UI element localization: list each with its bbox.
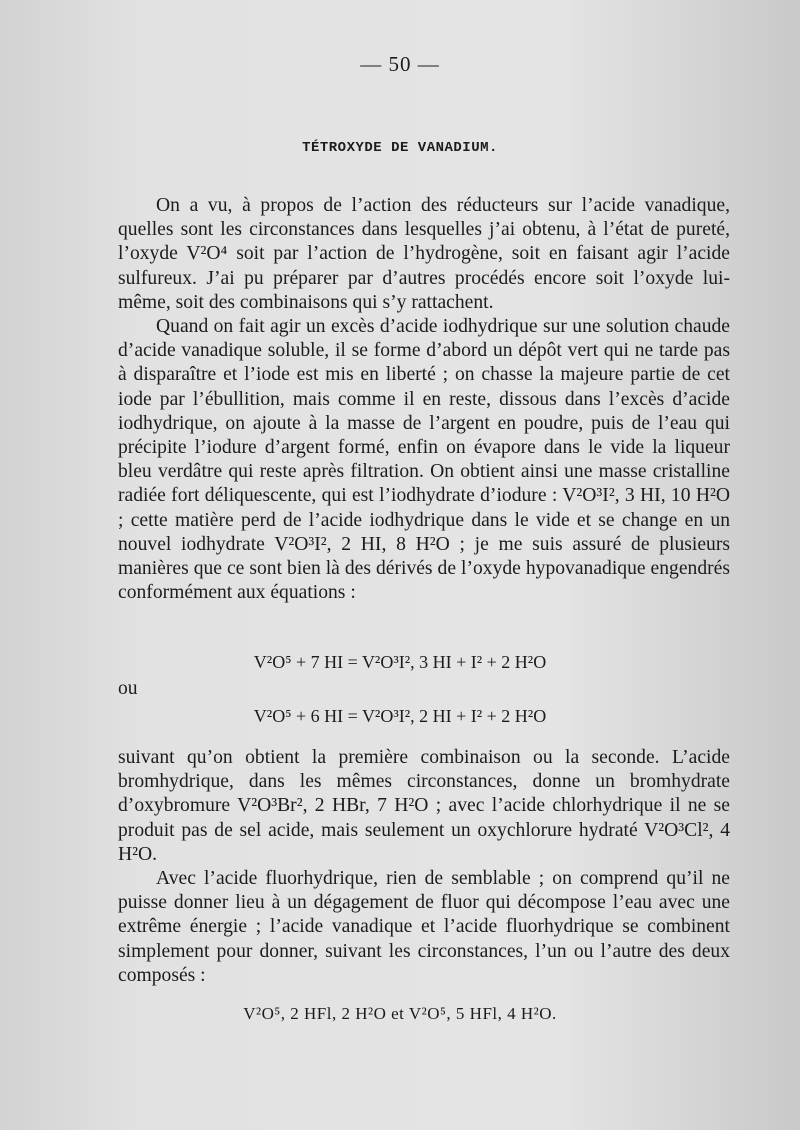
- page-number: — 50 —: [360, 52, 440, 76]
- final-formula: V²O⁵, 2 HFl, 2 H²O et V²O⁵, 5 HFl, 4 H²O.: [243, 1004, 557, 1023]
- equation-2: V²O⁵ + 6 HI = V²O³I², 2 HI + I² + 2 H²O: [253, 706, 547, 726]
- or-word: ou: [118, 678, 138, 699]
- equation-1: V²O⁵ + 7 HI = V²O³I², 3 HI + I² + 2 H²O: [253, 652, 547, 672]
- paragraph-1: On a vu, à propos de l’action des réducteurs sur l’acide vanadique, quelles sont les circonstances dans lesquelles j’ai obtenu, à l’état de pureté, l’oxyde V²O⁴ soit par l’action de l’hydrogène, soit en faisant agir l’acide sulfureux. J’ai pu préparer par d’autres procédés encore soit l’oxyde lui-même, soit des combinaisons qui s’y rattachent.: [118, 195, 730, 313]
- paragraph-3: suivant qu’on obtient la première combinaison ou la seconde. L’acide bromhydrique, dans les mêmes circonstances, donne un bromhydrate d’oxybromure V²O³Br², 2 HBr, 7 H²O ; avec l’acide chlorhydrique il ne se produit pas de sel acide, mais seulement un oxychlorure hydraté V²O³Cl², 4 H²O.: [118, 747, 730, 865]
- paragraph-2: Quand on fait agir un excès d’acide iodhydrique sur une solution chaude d’acide vanadique soluble, il se forme d’abord un dépôt vert qui ne tarde pas à disparaître et l’iode est mis en liberté ; on chasse la majeure partie de cet iode par l’ébullition, mais comme il en reste, dissous dans l’excès d’acide iodhydrique, on ajoute à la masse de l’argent en poudre, puis de l’eau qui précipite l’iodure d’argent formé, enfin on évapore dans le vide la liqueur bleu verdâtre qui reste après filtration. On obtient ainsi une masse cristalline radiée fort déliquescente, qui est l’iodhydrate d’iodure : V²O³I², 3 HI, 10 H²O ; cette matière perd de l’acide iodhydrique dans le vide et se change en un nouvel iodhydrate V²O³I², 2 HI, 8 H²O ; je me suis assuré de plusieurs manières que ce sont bien là des dérivés de l’oxyde hypovanadique engendrés conformément aux équations :: [118, 316, 730, 604]
- text-block-1: [118, 194, 730, 605]
- text-block-2: [118, 746, 730, 988]
- section-title: TÉTROXYDE DE VANADIUM.: [302, 140, 498, 156]
- paragraph-4: Avec l’acide fluorhydrique, rien de semblable ; on comprend qu’il ne puisse donner lieu à un dégagement de fluor qui décompose l’eau avec une extrême énergie ; l’acide vanadique et l’acide fluorhydrique se combinent simplement pour donner, suivant les circonstances, l’un ou l’autre des deux composés :: [118, 868, 730, 986]
